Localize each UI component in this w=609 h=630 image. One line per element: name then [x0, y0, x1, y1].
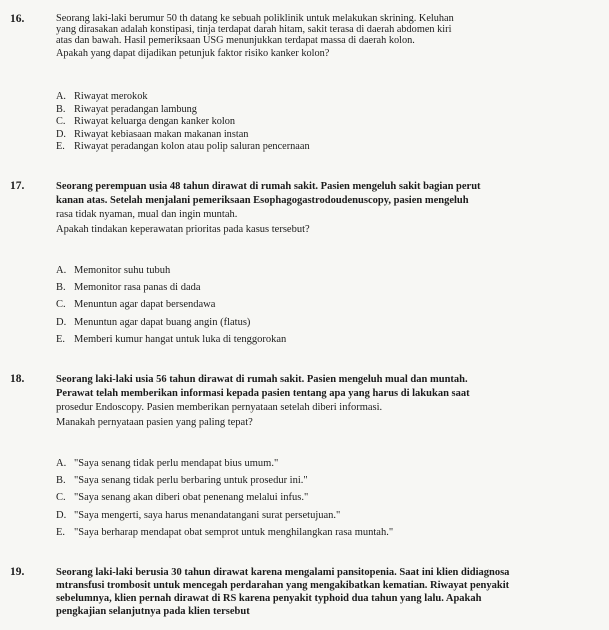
option-text: Memonitor rasa panas di dada: [74, 282, 201, 294]
option-letter: E.: [56, 526, 66, 538]
option-letter: A.: [56, 458, 67, 469]
option-letter: B.: [56, 282, 66, 294]
stem-line: Perawat telah memberikan informasi kepada pasien tentang apa yang harus di lakukan saat: [56, 388, 470, 399]
stem-line: sebelumnya, klien pernah dirawat di RS karena penyakit typhoid dua tahun yang lalu. Apakah: [56, 593, 482, 604]
option-text: Riwayat keluarga dengan kanker kolon: [74, 116, 236, 128]
stem-line: pengkajian selanjutnya pada klien tersebut: [56, 606, 250, 617]
question-number: 18.: [10, 373, 25, 385]
option-text: Riwayat peradangan kolon atau polip saluran pencernaan: [74, 141, 310, 153]
option-text: Memonitor suhu tubuh: [74, 265, 171, 276]
option-letter: D.: [56, 128, 67, 140]
option-letter: B.: [56, 475, 66, 487]
answer-options: [56, 91, 310, 154]
stem-line: Seorang perempuan usia 48 tahun dirawat di rumah sakit. Pasien mengeluh sakit bagian perut: [56, 181, 481, 192]
stem-line: rasa tidak nyaman, mual dan ingin muntah.: [56, 209, 238, 220]
option-text: "Saya senang akan diberi obat penenang melalui infus.": [74, 492, 309, 504]
option-d[interactable]: [56, 507, 393, 524]
option-letter: D.: [56, 316, 67, 328]
option-letter: C.: [56, 116, 66, 128]
question-prompt: Apakah yang dapat dijadikan petunjuk faktor risiko kanker kolon?: [56, 47, 330, 59]
stem-line: Seorang laki-laki usia 56 tahun dirawat di rumah sakit. Pasien mengeluh mual dan muntah.: [56, 374, 468, 385]
option-a[interactable]: [56, 262, 286, 279]
option-text: "Saya senang tidak perlu berbaring untuk prosedur ini.": [74, 475, 308, 487]
question-prompt: Apakah tindakan keperawatan prioritas pada kasus tersebut?: [56, 224, 310, 235]
option-letter: C.: [56, 299, 66, 311]
option-text: Menuntun agar dapat buang angin (flatus): [74, 316, 251, 328]
option-c[interactable]: [56, 296, 286, 313]
question-stem: [56, 566, 509, 618]
option-text: Riwayat merokok: [74, 91, 148, 102]
question-prompt: Manakah pernyataan pasien yang paling tepat?: [56, 417, 253, 428]
option-e[interactable]: [56, 141, 310, 154]
option-b[interactable]: [56, 279, 286, 296]
stem-line: Seorang laki-laki berumur 50 th datang ke sebuah poliklinik untuk melakukan skrining. Keluhan: [56, 13, 454, 24]
option-text: "Saya mengerti, saya harus menandatangani surat persetujuan.": [74, 509, 341, 521]
option-letter: E.: [56, 333, 66, 345]
option-e[interactable]: [56, 524, 393, 541]
option-letter: D.: [56, 509, 67, 521]
question-stem: [56, 180, 481, 237]
option-text: Memberi kumur hangat untuk luka di tenggorokan: [74, 333, 287, 345]
question-number: 19.: [10, 566, 25, 578]
option-a[interactable]: [56, 91, 310, 104]
question-stem: [56, 13, 454, 59]
option-c[interactable]: [56, 489, 393, 506]
option-text: Menuntun agar dapat bersendawa: [74, 299, 216, 311]
option-b[interactable]: [56, 104, 310, 117]
option-e[interactable]: [56, 331, 286, 348]
option-letter: B.: [56, 103, 66, 115]
option-letter: A.: [56, 91, 67, 102]
answer-options: [56, 262, 286, 348]
option-letter: A.: [56, 265, 67, 276]
option-text: Riwayat peradangan lambung: [74, 103, 197, 115]
stem-line: yang dirasakan adalah konstipasi, tinja terdapat darah hitam, sakit terasa di daerah abdomen kiri: [56, 24, 452, 36]
option-b[interactable]: [56, 472, 393, 489]
stem-line: mtransfusi trombosit untuk mencegah perdarahan yang mengakibatkan kematian. Riwayat penyakit: [56, 580, 510, 591]
question-number: 16.: [10, 13, 25, 25]
option-letter: E.: [56, 141, 65, 153]
option-c[interactable]: [56, 116, 310, 129]
option-text: "Saya berharap mendapat obat semprot untuk menghilangkan rasa muntah.": [74, 526, 394, 538]
option-d[interactable]: [56, 314, 286, 331]
stem-line: atas dan bawah. Hasil pemeriksaan USG menunjukkan terdapat massa di daerah kolon.: [56, 35, 415, 47]
option-d[interactable]: [56, 129, 310, 142]
stem-line: kanan atas. Setelah menjalani pemeriksaan Esophagogastrodoudenuscopy, pasien mengeluh: [56, 195, 469, 206]
stem-line: Seorang laki-laki berusia 30 tahun dirawat karena mengalami pansitopenia. Saat ini klien didiagnosa: [56, 567, 510, 578]
option-text: "Saya senang tidak perlu mendapat bius umum.": [74, 458, 279, 469]
stem-line: prosedur Endoscopy. Pasien memberikan pernyataan setelah diberi informasi.: [56, 402, 383, 413]
question-stem: [56, 373, 470, 430]
option-a[interactable]: [56, 455, 393, 472]
option-text: Riwayat kebiasaan makan makanan instan: [74, 128, 249, 140]
option-letter: C.: [56, 492, 66, 504]
answer-options: [56, 455, 393, 541]
question-number: 17.: [10, 180, 25, 192]
